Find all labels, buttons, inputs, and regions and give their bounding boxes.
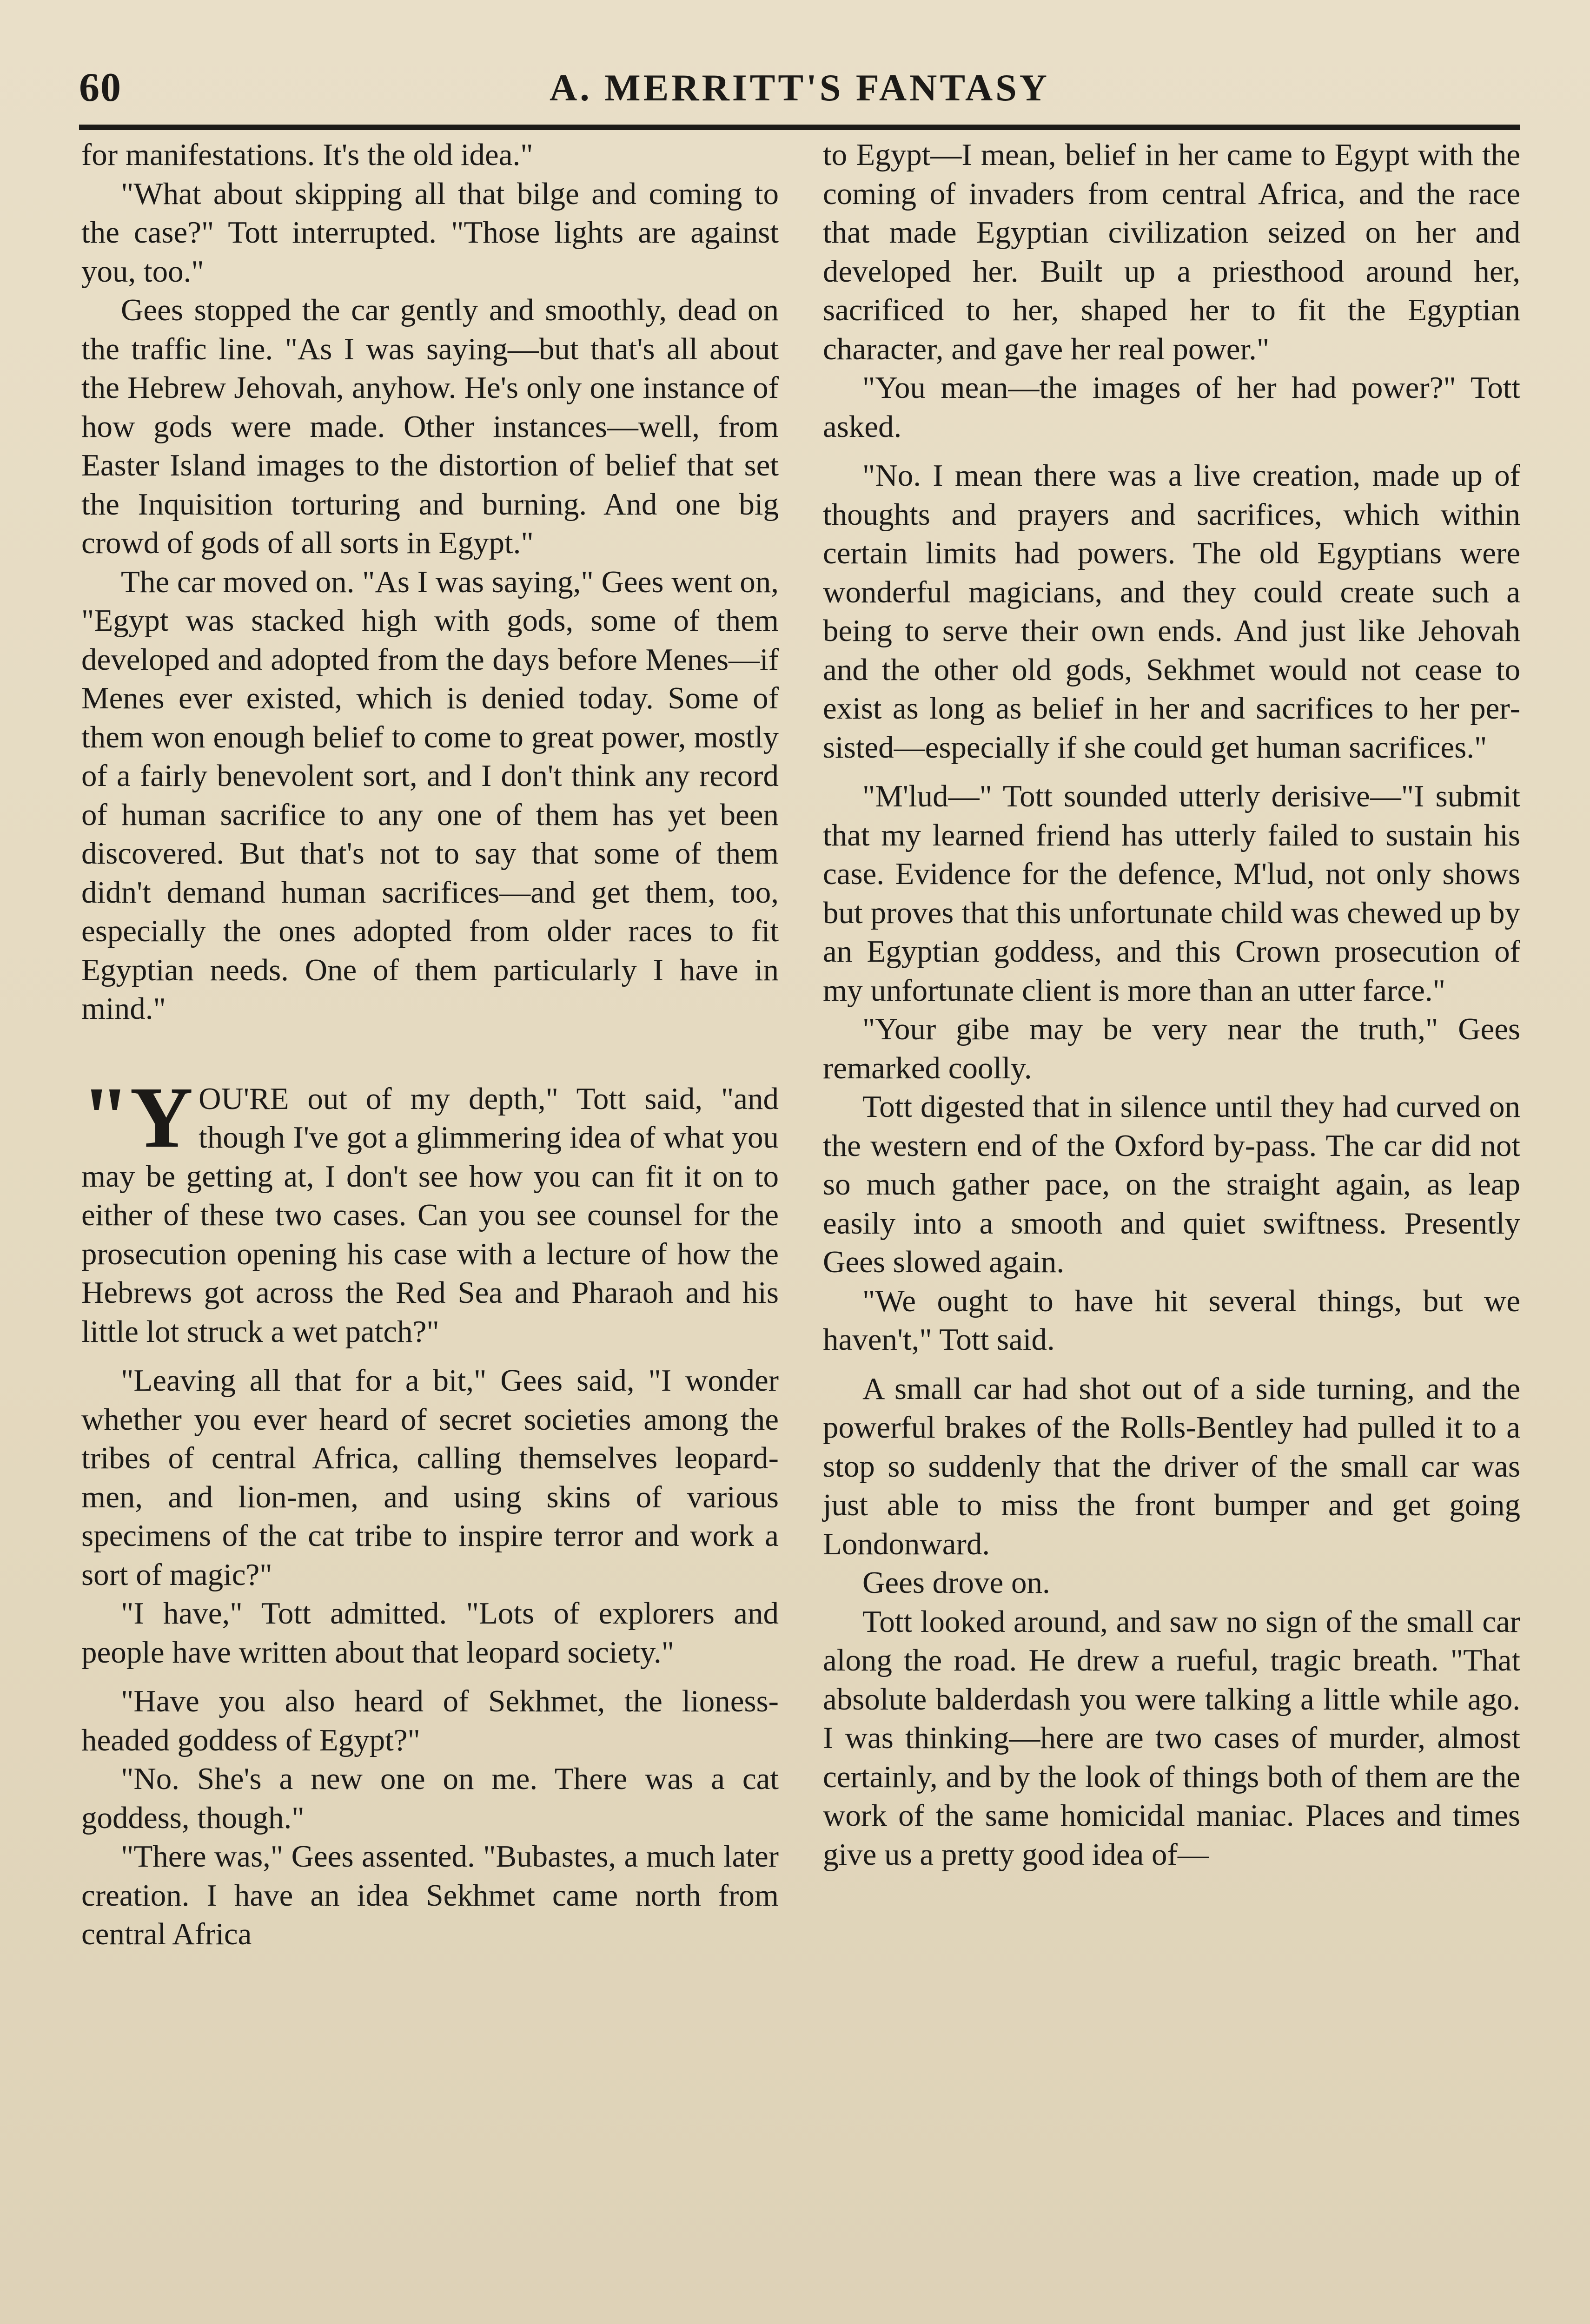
paragraph: "There was," Gees assented. "Bubastes, a much later creation. I have an idea Sekhmet came north from central Africa <box>81 1839 779 1951</box>
paragraph: "Have you also heard of Sekhmet, the lioness-headed goddess of Egypt?" <box>81 1684 779 1757</box>
paragraph: "Leaving all that for a bit," Gees said, "I wonder whether you ever heard of secret societies among the tribes of central Africa, calling themselves leopard-men, and lion-men, and using skins of various specimens of the cat tribe to inspire terror and work a sort of magic?" <box>81 1363 779 1592</box>
running-title: A. MERRITT'S FANTASY <box>549 66 1050 109</box>
page-number: 60 <box>79 65 122 110</box>
paragraph-text: OU'RE out of my depth," Tott said, "and though I've got a glimmering idea of what you may be getting at, I don't see how you can fit it on to either of these two cases. Can you see counsel for the prosecution opening his case with a lecture of how the Hebrews got across the Red Sea and Pharaoh and his little lot struck a wet patch?" <box>81 1081 779 1349</box>
paragraph: "Your gibe may be very near the truth," Gees remarked coolly. <box>823 1012 1520 1085</box>
paragraph: The car moved on. "As I was saying," Gees went on, "Egypt was stacked high with gods, some of them developed and adopted from the days before Menes—if Menes ever existed, which is denied today. Some of them won enough belief to come to great power, mostly of a fairly benevolent sort, and I don't think any record of human sacrifice to any one of them has yet been discovered. But that's not to say that some of them didn't demand human sacrifices—and get them, too, especially the ones adopted from older races to fit Egyptian needs. One of them particularly I have in mind." <box>81 564 779 1026</box>
paragraph: "We ought to have hit several things, but we haven't," Tott said. <box>823 1283 1520 1357</box>
drop-cap: "Y <box>81 1068 193 1166</box>
paragraph: Tott looked around, and saw no sign of the small car along the road. He drew a rueful, tragic breath. "That absolute balderdash you were talking a little while ago. I was thinking—here are two cases of murder, almost certainly, and by the look of things both of them are the work of the same homicidal maniac. Places and times give us a pretty good idea of— <box>823 1604 1520 1872</box>
paragraph: for manifestations. It's the old idea." <box>81 138 533 172</box>
paragraph: "What about skipping all that bilge and coming to the case?" Tott interrupted. "Those lights are against you, too." <box>81 176 779 289</box>
paragraph: "M'lud—" Tott sounded utterly derisive—"I submit that my learned friend has utterly failed to sustain his case. Evidence for the defence, M'lud, not only shows but proves that this unfortunate child was chewed up by an Egyptian goddess, and this Crown prosecution of my unfortunate client is more than an utter farce." <box>823 779 1520 1008</box>
right-column <box>823 136 1520 1874</box>
paragraph: to Egypt—I mean, belief in her came to Egypt with the coming of invaders from central Africa, and the race that made Egyptian civilization seized on her and developed her. Built up a priesthood around her, sacrificed to her, shaped her to fit the Egyptian character, and gave her real power." <box>823 138 1520 366</box>
page-header <box>79 64 1520 130</box>
paragraph: "No. She's a new one on me. There was a cat goddess, though." <box>81 1762 779 1835</box>
paragraph: Tott digested that in silence until they had curved on the western end of the Oxford by-pass. The car did not so much gather pace, on the straight again, as leap easily into a smooth and quiet swiftness. Presently Gees slowed again. <box>823 1089 1520 1279</box>
paragraph: "No. I mean there was a live creation, made up of thoughts and prayers and sacrifices, which within certain limits had powers. The old Egyptians were wonderful magicians, and they could create such a being to serve their own ends. And just like Jehovah and the other old gods, Sekhmet would not cease to exist as long as belief in her and sacrifices to her persisted—especially if she could get human sacrifices." <box>823 458 1520 765</box>
section-opening-paragraph <box>81 1068 779 1352</box>
paragraph: Gees drove on. <box>862 1565 1050 1600</box>
paragraph: A small car had shot out of a side turning, and the powerful brakes of the Rolls-Bentley had pulled it to a stop so suddenly that the driver of the small car was just able to miss the front bumper and get going Londonward. <box>823 1371 1520 1561</box>
left-column <box>81 136 779 1954</box>
paragraph: Gees stopped the car gently and smoothly, dead on the traffic line. "As I was saying—but that's all about the Hebrew Jehovah, anyhow. He's only one instance of how gods were made. Other instances—well, from Easter Island images to the distortion of belief that set the Inquisition torturing and burning. And one big crowd of gods of all sorts in Egypt." <box>81 293 779 560</box>
paragraph: "I have," Tott admitted. "Lots of explorers and people have written about that leopard society." <box>81 1596 779 1670</box>
paragraph: "You mean—the images of her had power?" Tott asked. <box>823 370 1520 444</box>
